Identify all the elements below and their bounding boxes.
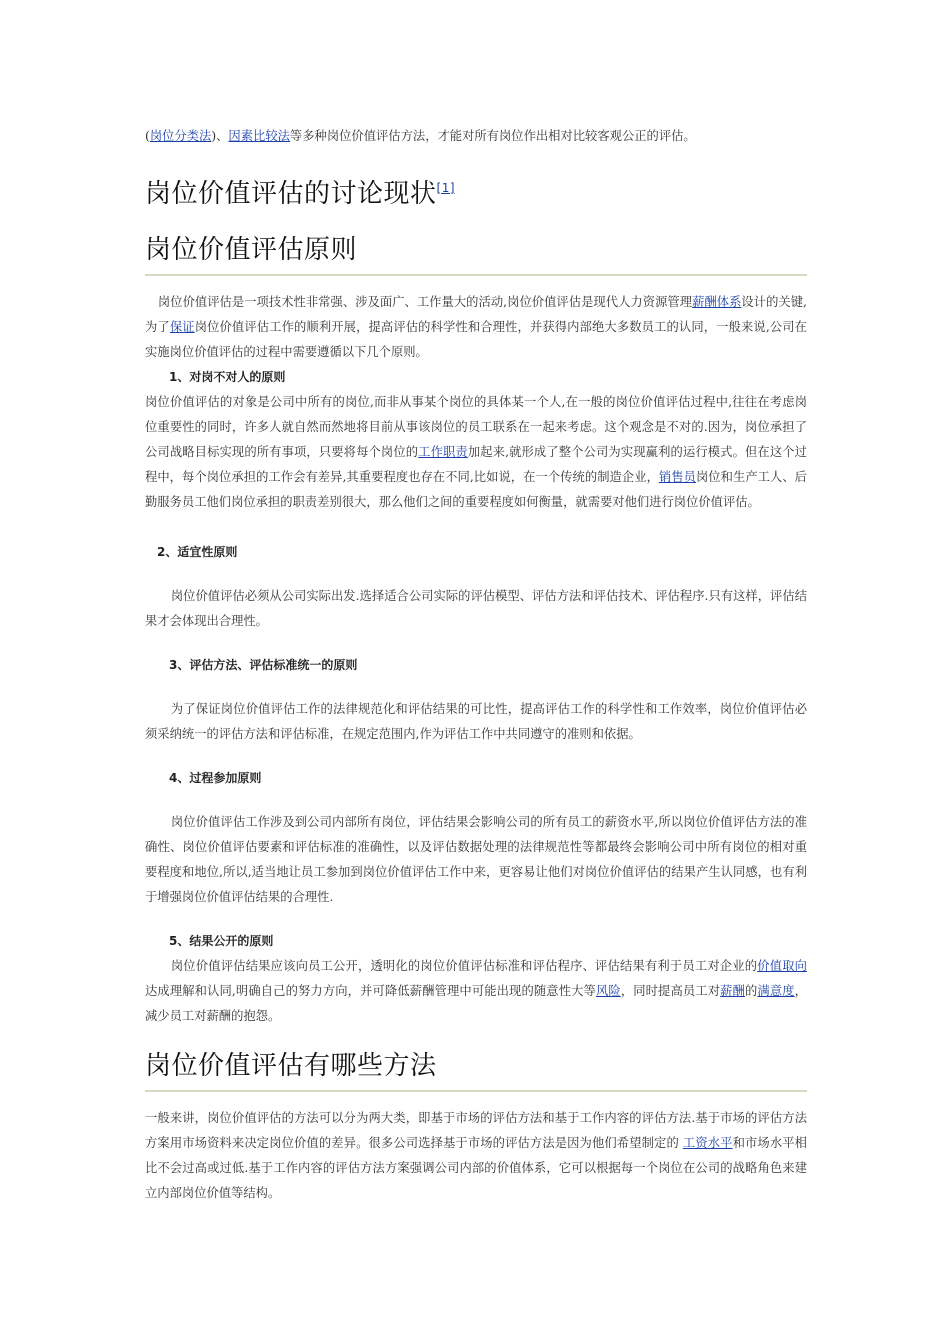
link-risk[interactable]: 风险 [595, 984, 621, 998]
intro-text: 等多种岗位价值评估方法，才能对所有岗位作出相对比较客观公正的评估。 [289, 129, 696, 143]
intro-paragraph [145, 124, 807, 149]
principle-1-paragraph [145, 390, 807, 515]
intro-text: ( [145, 129, 150, 143]
paragraph-text: ，减少员工对薪酬的抱怨。 [145, 984, 807, 1023]
section-title-text: 岗位价值评估原则 [145, 235, 358, 265]
link-salary-system[interactable]: 薪酬体系 [692, 295, 742, 309]
principle-1-heading: 1、对岗不对人的原则 [169, 370, 286, 384]
section-title-discussion [145, 170, 455, 212]
paragraph-text: 和市场水平相比不会过高或过低.基于工作内容的评估方法方案强调公司内部的价值体系，它可以根据每一个岗位在公司的战略角色来建立内部岗位价值等结构。 [145, 1136, 807, 1200]
principle-5-paragraph [145, 954, 807, 1029]
paragraph-text: ，同时提高员工对 [620, 984, 721, 998]
paragraph-text: 岗位价值评估结果应该向员工公开，透明化的岗位价值评估标准和评估程序、评估结果有利于员工对企业的 [170, 959, 758, 973]
section-title-principles [145, 232, 807, 276]
paragraph-text: 一般来讲，岗位价值评估的方法可以分为两大类，即基于市场的评估方法和基于工作内容的评估方法.基于市场的评估方法方案用市场资料来决定岗位价值的差异。很多公司选择基于市场的评估方法是因为他们希望制定的 [145, 1111, 807, 1150]
paragraph-text: 的 [744, 984, 758, 998]
link-salesperson[interactable]: 销售员 [658, 470, 696, 484]
paragraph-text: 岗位价值评估的对象是公司中所有的岗位,而非从事某个岗位的具体某一个人,在一般的岗位价值评估过程中,往往在考虑岗位重要性的同时，许多人就自然而然地将目前从事该岗位的员工联系在一起来考虑。这个观念是不对的.因为，岗位承担了公司战略目标实现的所有事项，只要将每个岗位的 [145, 395, 807, 459]
paragraph-text: 岗位价值评估工作的顺利开展，提高评估的科学性和合理性，并获得内部绝大多数员工的认同，一般来说,公司在实施岗位价值评估的过程中需要遵循以下几个原则。 [145, 320, 807, 359]
section-title-text: 岗位价值评估的讨论现状 [145, 179, 437, 209]
paragraph-text: 加起来,就形成了整个公司为实现赢利的运行模式。但在这个过程中，每个岗位承担的工作会有差异,其重要程度也存在不同,比如说，在一个传统的制造企业， [145, 445, 807, 484]
section-title-text: 岗位价值评估有哪些方法 [145, 1051, 437, 1081]
link-job-duties[interactable]: 工作职责 [418, 445, 468, 459]
link-job-classification[interactable]: 岗位分类法 [149, 129, 212, 143]
principle-2-paragraph: 岗位价值评估必须从公司实际出发.选择适合公司实际的评估模型、评估方法和评估技术、评估程序.只有这样，评估结果才会体现出合理性。 [145, 589, 807, 628]
section-title-methods [145, 1048, 807, 1092]
link-salary[interactable]: 薪酬 [720, 984, 745, 998]
reference-link[interactable]: [1] [436, 181, 456, 195]
link-satisfaction[interactable]: 满意度 [757, 984, 795, 998]
principle-4-heading: 4、过程参加原则 [169, 771, 262, 785]
paragraph-text: 岗位和生产工人、后勤服务员工他们岗位承担的职责差别很大，那么他们之间的重要程度如何衡量，就需要对他们进行岗位价值评估。 [145, 470, 807, 509]
principles-intro-paragraph [145, 290, 807, 365]
paragraph-text: 达成理解和认同,明确自己的努力方向，并可降低薪酬管理中可能出现的随意性大等 [145, 984, 596, 998]
paragraph-text: 岗位价值评估是一项技术性非常强、涉及面广、工作量大的活动,岗位价值评估是现代人力资源管理 [157, 295, 693, 309]
link-guarantee[interactable]: 保证 [169, 320, 195, 334]
paragraph-text: 设计的关键,为了 [145, 295, 807, 334]
link-factor-comparison[interactable]: 因素比较法 [228, 129, 290, 143]
link-value-orientation[interactable]: 价值取向 [757, 959, 807, 973]
principle-4-paragraph: 岗位价值评估工作涉及到公司内部所有岗位，评估结果会影响公司的所有员工的薪资水平,所以岗位价值评估方法的准确性、岗位价值评估要素和评估标准的准确性，以及评估数据处理的法律规范性等都最终会影响公司中所有岗位的相对重要程度和地位,所以,适当地让员工参加到岗位价值评估工作中来，更容易让他们对岗位价值评估的结果产生认同感，也有利于增强岗位价值评估结果的合理性. [145, 815, 807, 904]
principle-5-heading: 5、结果公开的原则 [169, 934, 274, 948]
principle-2-heading: 2、适宜性原则 [157, 545, 238, 559]
intro-text: )、 [211, 129, 229, 143]
link-wage-level[interactable]: 工资水平 [682, 1136, 733, 1150]
principle-3-heading: 3、评估方法、评估标准统一的原则 [169, 658, 358, 672]
principle-3-paragraph: 为了保证岗位价值评估工作的法律规范化和评估结果的可比性，提高评估工作的科学性和工作效率，岗位价值评估必须采纳统一的评估方法和评估标准，在规定范围内,作为评估工作中共同遵守的准则和依据。 [145, 702, 807, 741]
methods-paragraph [145, 1106, 807, 1206]
